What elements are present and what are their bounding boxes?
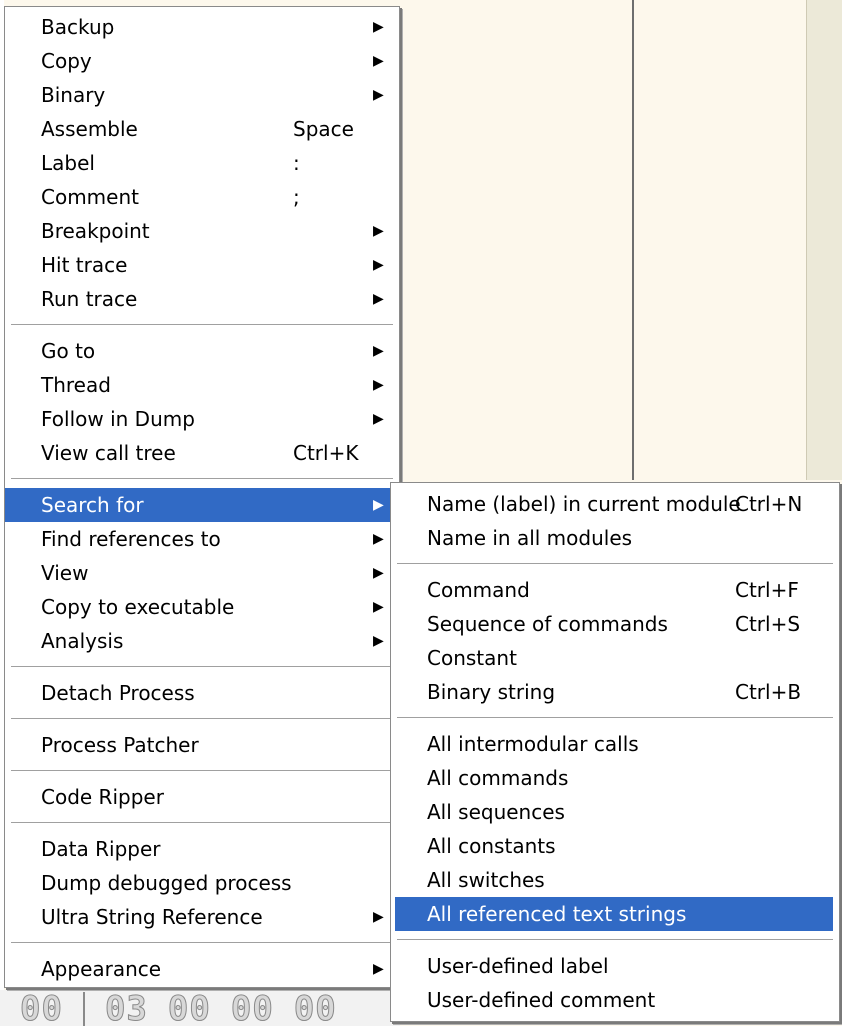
menu-separator [5, 658, 399, 676]
menu-item-binary-string[interactable] [391, 675, 839, 709]
menu-item-label: Code Ripper [41, 785, 164, 809]
submenu-arrow-icon: ▶ [373, 53, 384, 69]
menu-item-label: Breakpoint [41, 219, 150, 243]
menu-item-name-label-in-current-module[interactable] [391, 487, 839, 521]
hex-byte: 00 [230, 990, 274, 1026]
menu-item-shortcut: Ctrl+B [735, 680, 802, 704]
menu-item-label: Detach Process [41, 681, 195, 705]
menu-item-label: Dump debugged process [41, 871, 292, 895]
submenu-arrow-icon: ▶ [373, 531, 384, 547]
menu-item-ultra-string-reference[interactable] [5, 900, 399, 934]
menu-item-label: Assemble [41, 117, 138, 141]
hex-byte: 00 [20, 990, 63, 1026]
column-divider[interactable] [632, 0, 634, 480]
submenu-arrow-icon: ▶ [373, 961, 384, 977]
menu-item-label: Follow in Dump [41, 407, 195, 431]
hex-column-divider [83, 992, 85, 1026]
menu-item-label: Appearance [41, 957, 162, 981]
submenu-arrow-icon: ▶ [373, 19, 384, 35]
menu-item-process-patcher[interactable] [5, 728, 399, 762]
menu-item-command[interactable] [391, 573, 839, 607]
menu-item-thread[interactable] [5, 368, 399, 402]
menu-item-label: Analysis [41, 629, 124, 653]
menu-item-label: Copy to executable [41, 595, 235, 619]
menu-item-label: Command [427, 578, 530, 602]
menu-item-breakpoint[interactable] [5, 214, 399, 248]
submenu-arrow-icon: ▶ [373, 497, 384, 513]
submenu-arrow-icon: ▶ [373, 377, 384, 393]
menu-item-analysis[interactable] [5, 624, 399, 658]
menu-item-label: Run trace [41, 287, 138, 311]
submenu-arrow-icon: ▶ [373, 411, 384, 427]
menu-item-label: Backup [41, 15, 115, 39]
menu-item-label: Data Ripper [41, 837, 161, 861]
submenu-arrow-icon: ▶ [373, 633, 384, 649]
menu-item-label: Go to [41, 339, 96, 363]
menu-item-label: Label [41, 151, 95, 175]
menu-item-label: Thread [41, 373, 111, 397]
submenu-arrow-icon: ▶ [373, 565, 384, 581]
search-for-submenu [390, 482, 840, 1022]
submenu-arrow-icon: ▶ [373, 223, 384, 239]
menu-item-backup[interactable] [5, 10, 399, 44]
menu-item-label: Ultra String Reference [41, 905, 263, 929]
submenu-arrow-icon: ▶ [373, 599, 384, 615]
menu-item-copy[interactable] [5, 44, 399, 78]
menu-item-label: Binary [41, 83, 106, 107]
hex-byte: 03 [104, 990, 148, 1026]
menu-item-label: All intermodular calls [427, 732, 639, 756]
menu-separator [391, 931, 839, 949]
menu-item-view[interactable] [5, 556, 399, 590]
menu-item-appearance[interactable] [5, 952, 399, 986]
submenu-arrow-icon: ▶ [373, 291, 384, 307]
menu-item-constant[interactable] [391, 641, 839, 675]
menu-item-label: All referenced text strings [427, 902, 687, 926]
menu-item-comment[interactable] [5, 180, 399, 214]
menu-item-label: All switches [427, 868, 545, 892]
menu-item-label: Name in all modules [427, 526, 633, 550]
menu-item-label: User-defined comment [427, 988, 656, 1012]
hex-byte: 00 [167, 990, 211, 1026]
menu-item-shortcut: : [293, 151, 300, 175]
menu-item-label: Name (label) in current module [427, 492, 741, 516]
menu-item-name-in-all-modules[interactable] [391, 521, 839, 555]
menu-separator [5, 470, 399, 488]
menu-item-assemble[interactable] [5, 112, 399, 146]
menu-separator [391, 709, 839, 727]
menu-item-label: Search for [41, 493, 144, 517]
vertical-scrollbar[interactable] [806, 0, 842, 480]
menu-item-label: User-defined label [427, 954, 609, 978]
menu-item-hit-trace[interactable] [5, 248, 399, 282]
menu-item-all-intermodular-calls[interactable] [391, 727, 839, 761]
menu-item-user-defined-comment[interactable] [391, 983, 839, 1017]
menu-item-user-defined-label[interactable] [391, 949, 839, 983]
menu-item-shortcut: Ctrl+N [735, 492, 803, 516]
menu-separator [5, 814, 399, 832]
menu-item-label: Comment [41, 185, 139, 209]
menu-item-dump-debugged-process[interactable] [5, 866, 399, 900]
menu-item-label: Binary string [427, 680, 556, 704]
menu-item-label: Process Patcher [41, 733, 199, 757]
menu-item-shortcut: Ctrl+S [735, 612, 801, 636]
menu-item-label: All constants [427, 834, 556, 858]
menu-item-run-trace[interactable] [5, 282, 399, 316]
menu-item-label[interactable] [5, 146, 399, 180]
hex-byte: 00 [293, 990, 337, 1026]
menu-item-label: View call tree [41, 441, 176, 465]
menu-item-all-referenced-text-strings[interactable] [395, 897, 833, 931]
submenu-arrow-icon: ▶ [373, 343, 384, 359]
menu-item-search-for[interactable] [5, 488, 399, 522]
menu-item-label: View [41, 561, 89, 585]
menu-item-label: Sequence of commands [427, 612, 668, 636]
submenu-arrow-icon: ▶ [373, 87, 384, 103]
menu-item-all-commands[interactable] [391, 761, 839, 795]
menu-separator [5, 710, 399, 728]
menu-item-shortcut: Ctrl+F [735, 578, 799, 602]
menu-item-data-ripper[interactable] [5, 832, 399, 866]
menu-item-all-constants[interactable] [391, 829, 839, 863]
menu-item-all-switches[interactable] [391, 863, 839, 897]
menu-separator [5, 316, 399, 334]
menu-item-view-call-tree[interactable] [5, 436, 399, 470]
menu-item-label: Find references to [41, 527, 221, 551]
menu-item-copy-to-executable[interactable] [5, 590, 399, 624]
menu-item-label: All sequences [427, 800, 565, 824]
menu-item-all-sequences[interactable] [391, 795, 839, 829]
menu-item-go-to[interactable] [5, 334, 399, 368]
menu-item-find-references-to[interactable] [5, 522, 399, 556]
menu-item-label: Hit trace [41, 253, 128, 277]
menu-separator [5, 934, 399, 952]
menu-separator [391, 555, 839, 573]
menu-item-sequence-of-commands[interactable] [391, 607, 839, 641]
submenu-arrow-icon: ▶ [373, 257, 384, 273]
menu-item-detach-process[interactable] [5, 676, 399, 710]
menu-item-label: All commands [427, 766, 569, 790]
menu-separator [5, 762, 399, 780]
menu-item-follow-in-dump[interactable] [5, 402, 399, 436]
menu-item-label: Copy [41, 49, 92, 73]
submenu-arrow-icon: ▶ [373, 909, 384, 925]
menu-item-shortcut: Space [293, 117, 354, 141]
context-menu [4, 6, 400, 988]
menu-item-code-ripper[interactable] [5, 780, 399, 814]
menu-item-binary[interactable] [5, 78, 399, 112]
menu-item-shortcut: Ctrl+K [293, 441, 359, 465]
hex-dump-row [0, 990, 400, 1026]
menu-item-shortcut: ; [293, 185, 300, 209]
menu-item-label: Constant [427, 646, 517, 670]
